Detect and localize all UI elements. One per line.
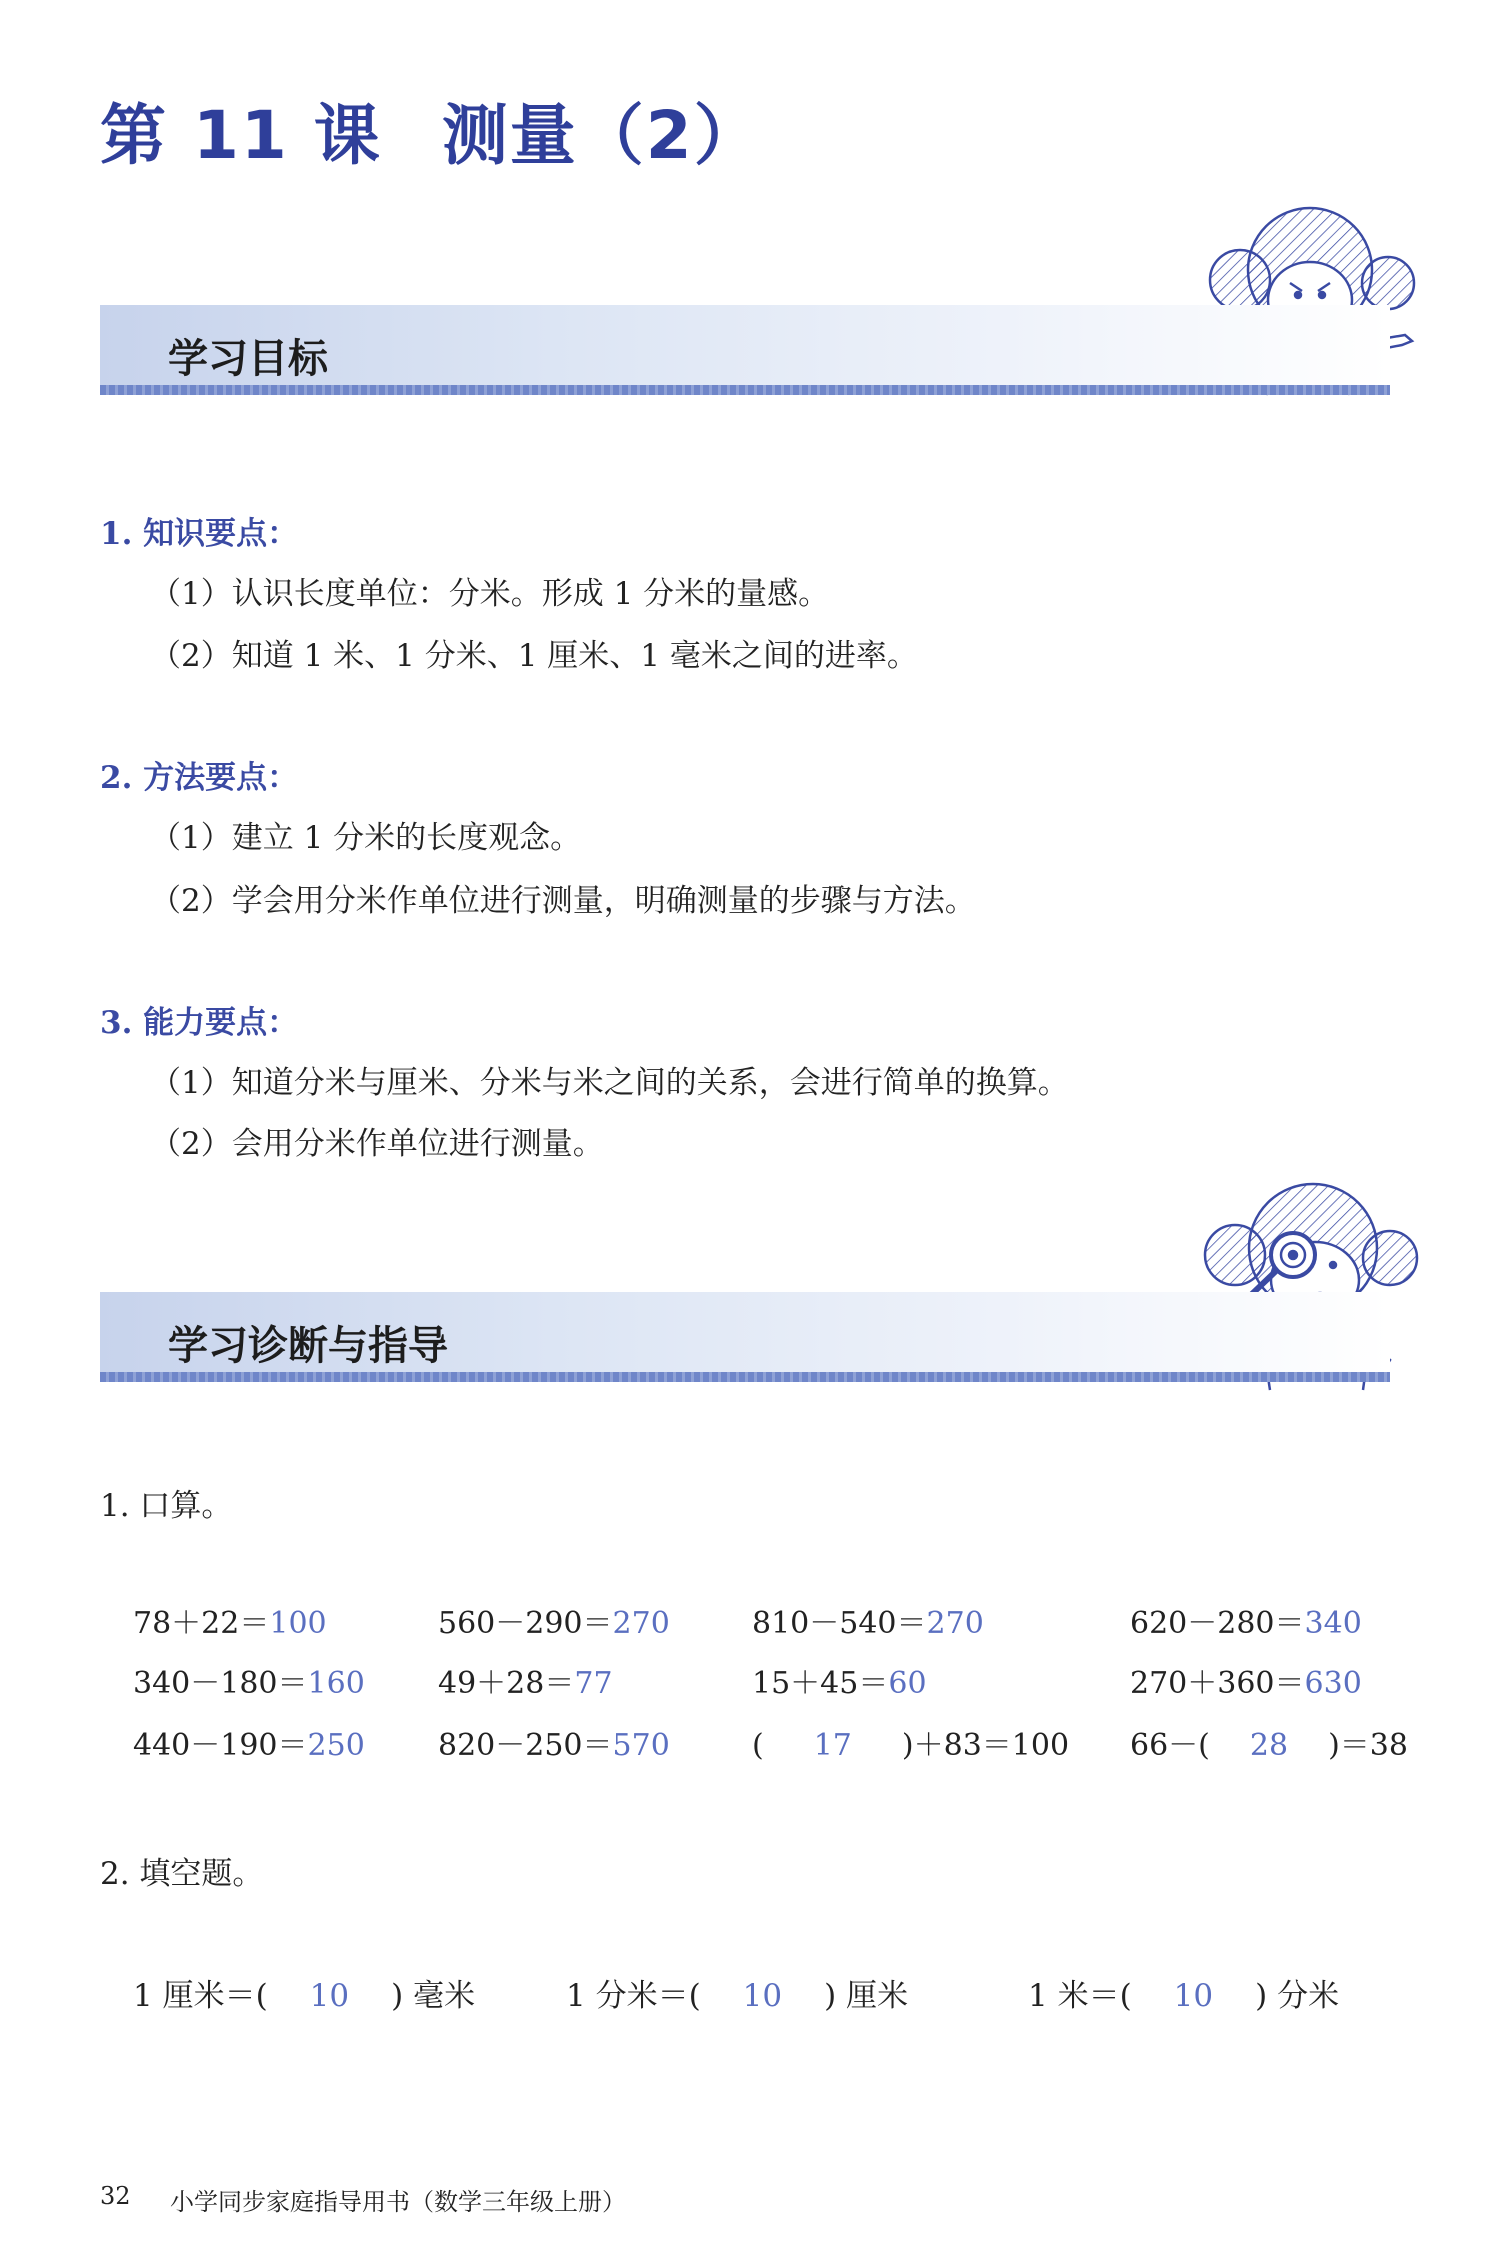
mental-math-item: 810－540＝270 bbox=[752, 1606, 984, 1641]
mental-math-item: 440－190＝250 bbox=[133, 1728, 365, 1763]
mental-math-item: 78＋22＝100 bbox=[133, 1606, 327, 1641]
question-1-heading: 1. 口算。 bbox=[100, 1488, 233, 1524]
mental-math-item: 820－250＝570 bbox=[438, 1728, 670, 1763]
answer: 340 bbox=[1304, 1606, 1362, 1641]
goal-item: （2）会用分米作单位进行测量。 bbox=[150, 1126, 604, 1162]
page-title bbox=[100, 82, 762, 177]
question-2-heading: 2. 填空题。 bbox=[100, 1856, 264, 1892]
mental-math-item: ( 17 )＋83＝100 bbox=[752, 1728, 1070, 1763]
goal-heading-ability: 3. 能力要点： bbox=[100, 1005, 299, 1041]
mental-math-item: 15＋45＝60 bbox=[752, 1666, 927, 1701]
section-banner-diagnosis bbox=[100, 1292, 1390, 1382]
answer: 10 bbox=[742, 1978, 783, 2014]
section-banner-goals bbox=[100, 305, 1390, 395]
mental-math-item: 560－290＝270 bbox=[438, 1606, 670, 1641]
answer: 17 bbox=[813, 1728, 852, 1763]
lesson-number: 第 11 课 bbox=[100, 97, 382, 174]
answer: 250 bbox=[307, 1728, 365, 1763]
answer: 630 bbox=[1304, 1666, 1362, 1701]
goal-item: （1）知道分米与厘米、分米与米之间的关系，会进行简单的换算。 bbox=[150, 1065, 1069, 1101]
lesson-topic: 测量（2） bbox=[441, 97, 762, 174]
book-title: 小学同步家庭指导用书（数学三年级上册） bbox=[170, 2188, 626, 2216]
answer: 160 bbox=[307, 1666, 365, 1701]
mental-math-item: 620－280＝340 bbox=[1130, 1606, 1362, 1641]
goal-item: （2）学会用分米作单位进行测量，明确测量的步骤与方法。 bbox=[150, 883, 976, 919]
answer: 10 bbox=[1173, 1978, 1214, 2014]
goal-item: （2）知道 1 米、1 分米、1 厘米、1 毫米之间的进率。 bbox=[150, 638, 918, 674]
answer: 270 bbox=[926, 1606, 984, 1641]
answer: 77 bbox=[574, 1666, 613, 1701]
mental-math-item: 49＋28＝77 bbox=[438, 1666, 613, 1701]
goal-heading-knowledge: 1. 知识要点： bbox=[100, 516, 299, 552]
answer: 28 bbox=[1249, 1728, 1289, 1763]
goal-heading-method: 2. 方法要点： bbox=[100, 760, 299, 796]
banner-underline bbox=[100, 1372, 1390, 1382]
mental-math-item: 66－( 28 )＝38 bbox=[1130, 1728, 1408, 1763]
section-title-goals: 学习目标 bbox=[168, 336, 328, 382]
answer: 60 bbox=[888, 1666, 927, 1701]
answer: 10 bbox=[309, 1978, 350, 2014]
mental-math-item: 340－180＝160 bbox=[133, 1666, 365, 1701]
mental-math-item: 270＋360＝630 bbox=[1130, 1666, 1362, 1701]
goal-item: （1）认识长度单位：分米。形成 1 分米的量感。 bbox=[150, 576, 830, 612]
banner-underline bbox=[100, 385, 1390, 395]
fill-blank-item: 1 厘米＝( 10 ) 毫米 bbox=[133, 1978, 476, 2014]
answer: 570 bbox=[612, 1728, 670, 1763]
answer: 270 bbox=[612, 1606, 670, 1641]
page-number: 32 bbox=[100, 2182, 131, 2210]
section-title-diagnosis: 学习诊断与指导 bbox=[168, 1323, 448, 1369]
fill-blank-item: 1 分米＝( 10 ) 厘米 bbox=[566, 1978, 909, 2014]
fill-blank-item: 1 米＝( 10 ) 分米 bbox=[1028, 1978, 1340, 2014]
answer: 100 bbox=[269, 1606, 327, 1641]
goal-item: （1）建立 1 分米的长度观念。 bbox=[150, 820, 582, 856]
